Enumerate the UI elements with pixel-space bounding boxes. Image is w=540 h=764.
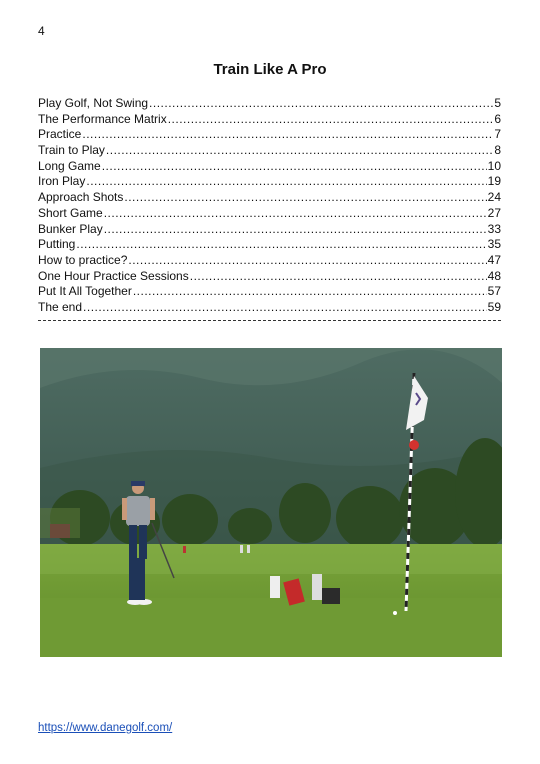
toc-leader-dots [124, 190, 486, 206]
toc-entry[interactable] [38, 269, 501, 285]
toc-leader-dots [83, 300, 487, 316]
toc-entry-label: Putting [38, 237, 76, 252]
toc-entry-label: The end [38, 299, 83, 314]
toc-entry-page: 48 [487, 268, 501, 283]
toc-leader-dots [168, 112, 494, 128]
toc-entry-page: 6 [494, 111, 501, 126]
toc-entry-page: 24 [487, 190, 501, 205]
toc-entry-page: 35 [487, 237, 501, 252]
toc-entry-label: Play Golf, Not Swing [38, 96, 149, 110]
toc-entry[interactable] [38, 190, 501, 206]
toc-entry-page: 33 [487, 221, 501, 236]
toc-leader-dots [104, 222, 487, 238]
toc-entry-page: 10 [487, 158, 501, 173]
toc-entry-label: Put It All Together [38, 284, 132, 299]
toc-leader-dots [76, 237, 486, 253]
toc-entry[interactable] [38, 159, 501, 175]
golf-course-photo [40, 348, 502, 657]
toc-leader-dots [86, 174, 486, 190]
toc-leader-dots [128, 253, 486, 269]
toc-entry-page: 19 [487, 174, 501, 189]
toc-entry-page: 59 [487, 299, 501, 314]
dashed-separator [38, 320, 501, 321]
toc-entry-label: Practice [38, 127, 82, 142]
toc-entry[interactable] [38, 222, 501, 238]
toc-entry-label: Bunker Play [38, 221, 103, 236]
toc-entry-label: Approach Shots [38, 190, 124, 205]
toc-leader-dots [133, 284, 487, 300]
toc-entry-page: 47 [487, 252, 501, 267]
toc-entry-label: Short Game [38, 205, 103, 220]
toc-leader-dots [106, 143, 493, 159]
table-of-contents [38, 96, 501, 316]
toc-leader-dots [149, 96, 493, 112]
toc-entry[interactable] [38, 300, 501, 316]
toc-entry-label: Train to Play [38, 143, 105, 158]
footer-link[interactable]: https://www.danegolf.com/ [38, 722, 173, 734]
toc-entry-label: The Performance Matrix [38, 111, 167, 126]
toc-entry-label: How to practice? [38, 252, 128, 267]
toc-entry-page: 27 [487, 205, 501, 220]
toc-entry[interactable] [38, 284, 501, 300]
toc-entry-page: 8 [494, 143, 501, 158]
toc-entry[interactable] [38, 96, 501, 112]
toc-entry[interactable] [38, 112, 501, 128]
toc-leader-dots [104, 206, 487, 222]
page-title: Train Like A Pro [213, 61, 327, 78]
toc-entry[interactable] [38, 127, 501, 143]
toc-leader-dots [102, 159, 487, 175]
toc-entry-label: One Hour Practice Sessions [38, 268, 189, 283]
toc-entry[interactable] [38, 143, 501, 159]
toc-entry-label: Iron Play [38, 174, 86, 189]
toc-entry-page: 5 [494, 96, 501, 110]
page-number: 4 [38, 24, 45, 38]
toc-entry[interactable] [38, 206, 501, 222]
toc-leader-dots [82, 127, 493, 143]
toc-leader-dots [190, 269, 487, 285]
toc-entry[interactable] [38, 174, 501, 190]
toc-entry-page: 7 [494, 127, 501, 142]
toc-entry[interactable] [38, 237, 501, 253]
toc-entry-label: Long Game [38, 158, 101, 173]
toc-entry-page: 57 [487, 284, 501, 299]
toc-entry[interactable] [38, 253, 501, 269]
